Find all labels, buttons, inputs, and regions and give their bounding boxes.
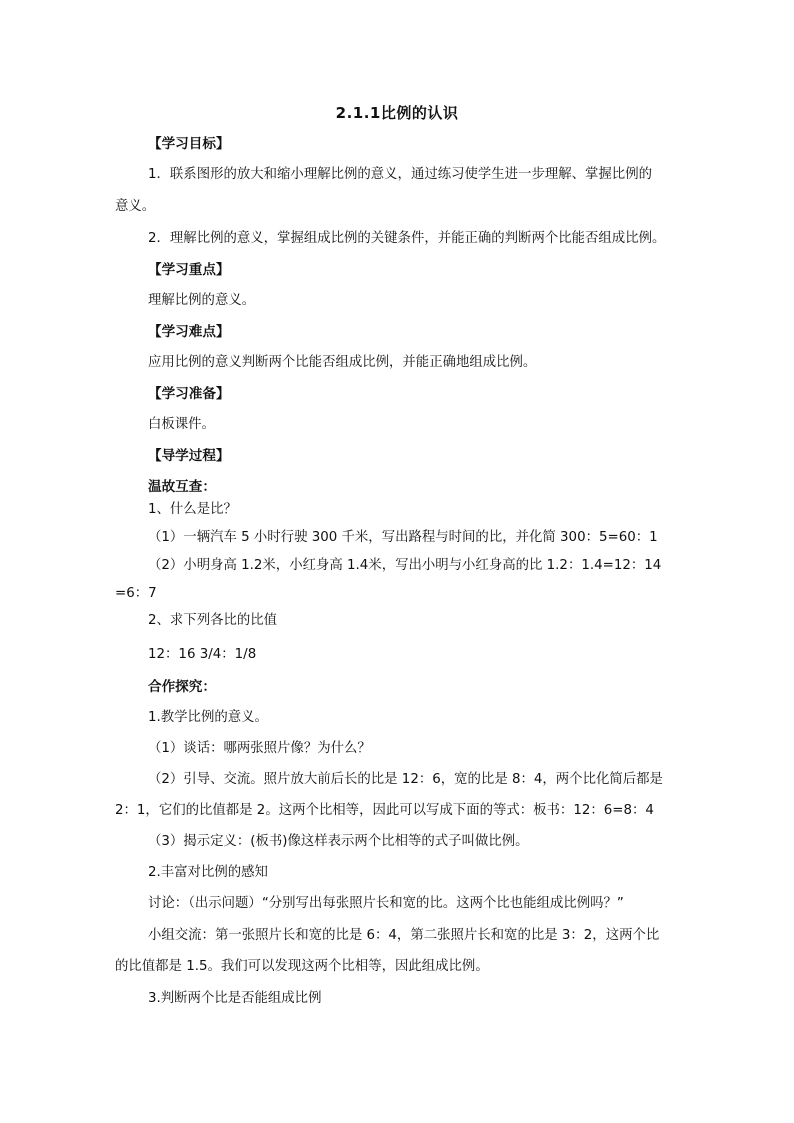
section-heading-preparation: 【学习准备】 <box>148 386 230 402</box>
section-heading-objectives: 【学习目标】 <box>148 136 230 152</box>
objective-1-line-1: 1．联系图形的放大和缩小理解比例的意义，通过练习使学生进一步理解、掌握比例的 <box>148 167 652 182</box>
explore-step-1: 1.教学比例的意义。 <box>148 710 268 725</box>
section-heading-key-points: 【学习重点】 <box>148 262 230 278</box>
subheading-review: 温故互查： <box>148 479 216 495</box>
section-heading-process: 【导学过程】 <box>148 448 230 464</box>
explore-step-1-2-line-2: 2：1，它们的比值都是 2。这两个比相等，因此可以写成下面的等式：板书：12：6=8：4 <box>115 803 654 818</box>
ratio-exercises: 12：16 3/4：1/8 <box>148 647 257 662</box>
group-exchange-line-1: 小组交流：第一张照片长和宽的比是 6：4，第二张照片长和宽的比是 3：2，这两个比 <box>148 928 660 943</box>
explore-step-1-1: （1）谈话：哪两张照片像？为什么？ <box>148 741 371 756</box>
review-item-2-line-1: （2）小明身高 1.2米，小红身高 1.4米，写出小明与小红身高的比 1.2：1.4=12：14 <box>148 558 662 573</box>
explore-step-1-2-line-1: （2）引导、交流。照片放大前后长的比是 12：6，宽的比是 8：4，两个比化简后都是 <box>148 772 663 787</box>
explore-step-2: 2.丰富对比例的感知 <box>148 865 268 880</box>
review-question-2: 2、求下列各比的比值 <box>148 613 278 628</box>
objective-1-line-2: 意义。 <box>115 199 156 214</box>
explore-step-1-3: （3）揭示定义：(板书)像这样表示两个比相等的式子叫做比例。 <box>148 834 529 849</box>
preparation-text: 白板课件。 <box>148 417 215 432</box>
discussion-text: 讨论：（出示问题）“分别写出每张照片长和宽的比。这两个比也能组成比例吗？” <box>148 896 624 911</box>
group-exchange-line-2: 的比值都是 1.5。我们可以发现这两个比相等，因此组成比例。 <box>115 959 489 974</box>
review-item-1: （1）一辆汽车 5 小时行驶 300 千米，写出路程与时间的比，并化简 300：5=60：1 <box>148 530 658 545</box>
subheading-explore: 合作探究： <box>148 679 216 695</box>
objective-2: 2．理解比例的意义，掌握组成比例的关键条件，并能正确的判断两个比能否组成比例。 <box>148 231 666 246</box>
section-heading-difficulties: 【学习难点】 <box>148 324 230 340</box>
review-item-2-line-2: =6：7 <box>115 586 157 601</box>
key-points-text: 理解比例的意义。 <box>148 293 256 308</box>
explore-step-3: 3.判断两个比是否能组成比例 <box>148 991 322 1006</box>
document-title: 2.1.1比例的认识 <box>335 104 459 122</box>
review-question-1: 1、什么是比？ <box>148 502 237 517</box>
difficulties-text: 应用比例的意义判断两个比能否组成比例，并能正确地组成比例。 <box>148 355 537 370</box>
